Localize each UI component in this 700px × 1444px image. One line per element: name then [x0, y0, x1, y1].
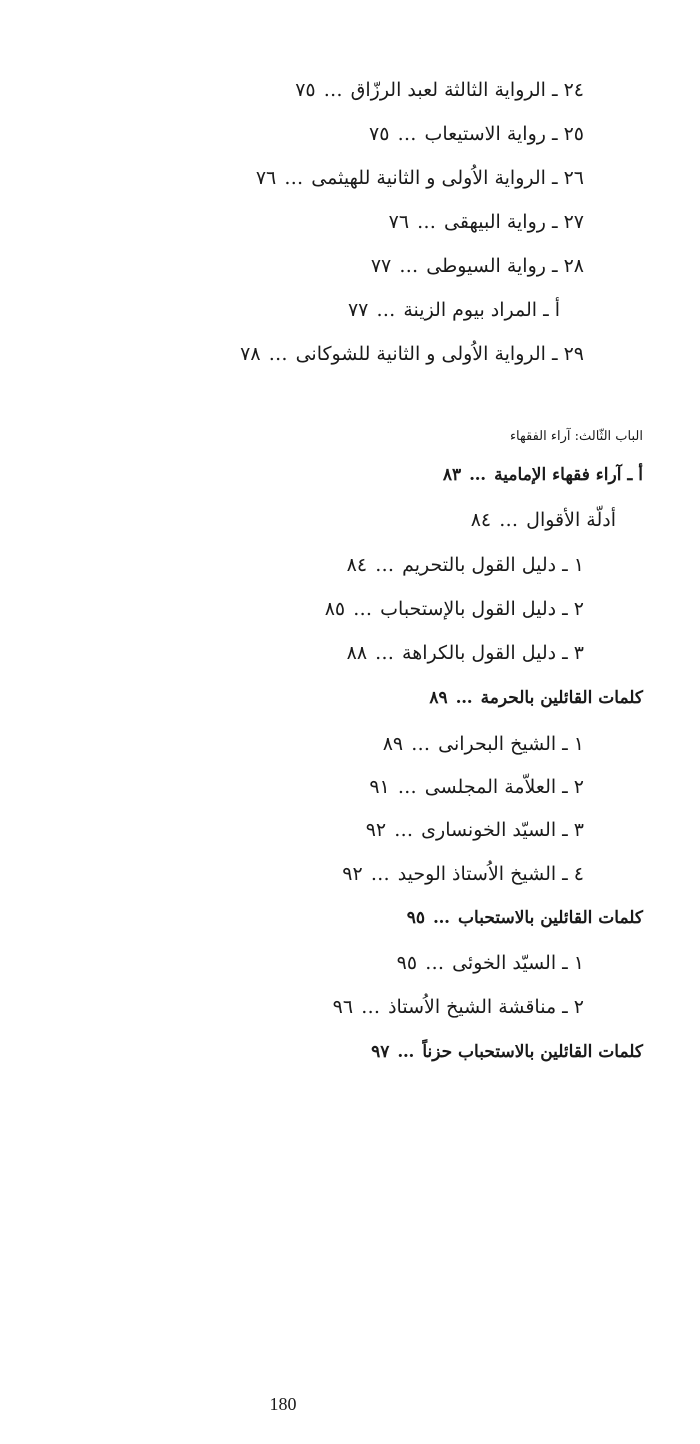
toc-entry: ١ ـ دليل القول بالتحريم…٨٤: [346, 554, 584, 576]
toc-entry: ٢ ـ دليل القول بالإستحباب…٨٥: [324, 598, 584, 620]
toc-entry: ٢٤ ـ الرواية الثالثة لعبد الرزّاق…٧٥: [295, 79, 584, 101]
toc-subentry: أ ـ المراد بيوم الزينة…٧٧: [347, 299, 560, 321]
toc-entry: ٤ ـ الشيخ الاُستاذ الوحيد…٩٢: [342, 863, 584, 885]
toc-entry: ٢ ـ العلاّمة المجلسى…٩١: [369, 776, 584, 798]
toc-entry: ١ ـ الشيخ البحرانى…٨٩: [382, 733, 584, 755]
toc-heading-entry: كلمات القائلين بالاستحباب حزناً…٩٧: [371, 1042, 643, 1062]
toc-entry: ٢٦ ـ الرواية الاُولى و الثانية للهيثمى…٧٦: [255, 167, 584, 189]
toc-entry: ١ ـ السيّد الخوئى…٩٥: [396, 952, 584, 974]
toc-entry: ٢٥ ـ رواية الاستيعاب…٧٥: [369, 123, 584, 145]
toc-entry: ٣ ـ دليل القول بالكراهة…٨٨: [346, 642, 584, 664]
toc-entry: ٢٨ ـ رواية السيوطى…٧٧: [370, 255, 584, 277]
toc-entry: أدلّة الأقوال…٨٤: [470, 509, 616, 531]
toc-entry: ٣ ـ السيّد الخونسارى…٩٢: [365, 819, 584, 841]
toc-entry: ٢ ـ مناقشة الشيخ الاُستاذ…٩٦: [332, 996, 584, 1018]
toc-heading-entry: كلمات القائلين بالحرمة…٨٩: [429, 688, 643, 708]
toc-entry: ٢٧ ـ رواية البيهقى…٧٦: [388, 211, 584, 233]
toc-heading-entry: كلمات القائلين بالاستحباب…٩٥: [406, 908, 643, 928]
section-title: الباب الثّالث: آراء الفقهاء: [509, 429, 643, 444]
toc-entry: ٢٩ ـ الرواية الاُولى و الثانية للشوكانى…٧٨: [240, 343, 584, 365]
page-number: 180: [269, 1394, 297, 1414]
toc-heading-entry: أ ـ آراء فقهاء الإمامية…٨٣: [442, 465, 643, 485]
